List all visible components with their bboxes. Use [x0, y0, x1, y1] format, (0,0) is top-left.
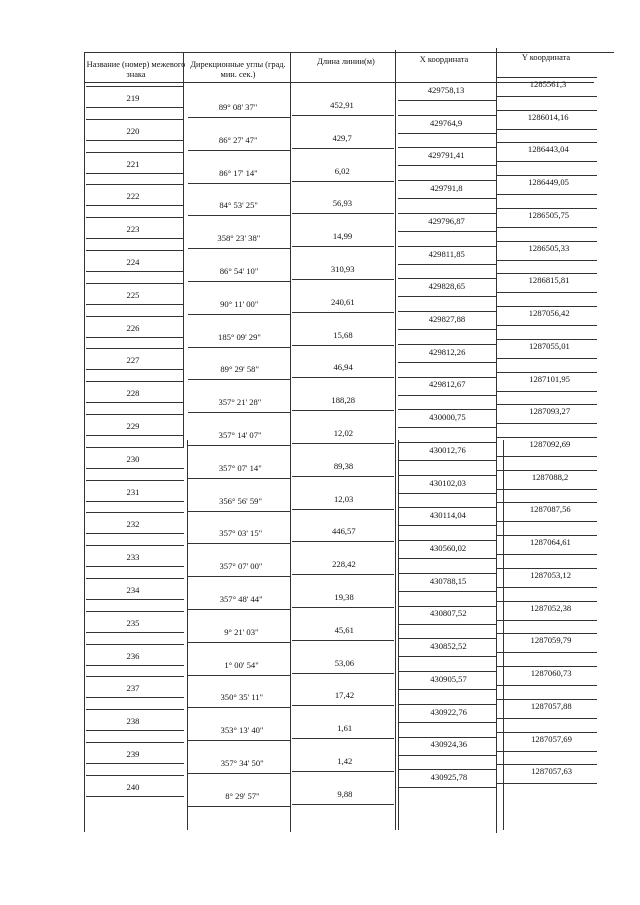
y-coordinate: 1287057,69: [531, 733, 572, 744]
line-length: 1,42: [337, 756, 353, 766]
row-rule: [398, 427, 496, 428]
direction-angle: 185° 09' 29": [218, 331, 261, 342]
y-coordinate: 1287064,61: [530, 537, 571, 548]
row-rule: [398, 278, 496, 279]
x-coordinate: 429758,13: [427, 85, 465, 95]
x-coordinate: 429796,87: [428, 215, 465, 226]
row-rule: [188, 281, 290, 282]
x-coordinate: 429828,65: [428, 281, 466, 292]
y-coordinate: 1287092,69: [529, 439, 571, 450]
y-coordinate: 1286505,75: [528, 209, 570, 220]
point-name: 231: [126, 486, 140, 497]
row-rule: [188, 117, 290, 118]
row-rule: [398, 246, 496, 247]
row-rule: [497, 372, 597, 373]
line-length: 429,7: [332, 132, 352, 143]
row-rule: [398, 180, 496, 181]
row-rule: [292, 213, 394, 214]
row-rule: [86, 238, 184, 239]
row-rule: [86, 644, 184, 645]
line-length: 15,68: [333, 329, 353, 340]
y-coordinate: 1286449,05: [528, 177, 569, 188]
column-divider: [187, 440, 188, 830]
row-rule: [497, 175, 597, 176]
row-rule: [86, 184, 184, 185]
row-rule: [86, 676, 184, 677]
row-rule: [86, 599, 184, 600]
row-rule: [497, 391, 597, 392]
column-divider: [290, 52, 291, 832]
row-rule: [497, 502, 597, 503]
row-rule: [398, 231, 496, 232]
row-rule: [398, 656, 496, 657]
direction-angle: 84° 53' 25": [219, 200, 258, 211]
x-coordinate: 430000,75: [429, 412, 466, 423]
y-coordinate: 1286815,81: [528, 275, 570, 286]
row-rule: [188, 150, 290, 151]
row-rule: [497, 732, 597, 733]
x-coordinate: 429764,9: [430, 117, 463, 128]
direction-angle: 89° 29' 58": [220, 364, 259, 375]
y-coordinate: 1285561,3: [529, 79, 567, 89]
x-coordinate: 430012,76: [429, 444, 466, 455]
row-rule: [398, 296, 496, 297]
line-length: 45,61: [334, 624, 354, 635]
row-rule: [398, 377, 496, 378]
direction-angle: 9° 21' 03": [224, 626, 259, 637]
row-rule: [292, 312, 394, 313]
row-rule: [497, 96, 597, 97]
x-coordinate: 430560,02: [429, 542, 467, 553]
row-rule: [398, 540, 496, 541]
row-rule: [86, 173, 184, 174]
row-rule: [497, 358, 597, 359]
point-name: 228: [126, 388, 140, 399]
x-coordinate: 429811,85: [428, 248, 465, 259]
row-rule: [292, 279, 394, 280]
y-coordinate: 1287101,95: [529, 373, 570, 384]
row-rule: [398, 787, 496, 788]
row-rule: [398, 638, 496, 639]
row-rule: [398, 329, 496, 330]
y-coordinate: 1286505,33: [528, 242, 570, 253]
y-coordinate: 1287052,38: [530, 602, 572, 613]
point-name: 232: [126, 519, 140, 530]
row-rule: [497, 456, 597, 457]
point-name: 230: [126, 453, 140, 464]
row-rule: [497, 601, 597, 602]
row-rule: [86, 730, 184, 731]
x-coordinate: 430102,03: [429, 477, 466, 488]
row-rule: [398, 213, 496, 214]
row-rule: [398, 475, 496, 476]
line-length: 452,91: [330, 100, 354, 110]
direction-angle: 357° 48' 44": [219, 594, 263, 604]
x-coordinate: 430925,78: [430, 771, 468, 782]
direction-angle: 86° 27' 47": [218, 134, 258, 145]
row-rule: [497, 208, 597, 209]
row-rule: [188, 412, 290, 413]
row-rule: [86, 447, 184, 448]
point-name: 236: [126, 650, 140, 661]
direction-angle: 350° 35' 11": [220, 692, 264, 703]
header-direction-angles: Дирекционные углы (град. мин. сек.): [190, 60, 286, 79]
y-coordinate: 1287057,88: [530, 700, 572, 711]
row-rule: [398, 591, 496, 592]
row-rule: [188, 511, 290, 512]
y-coordinate: 1287053,12: [530, 569, 572, 580]
row-rule: [292, 574, 394, 575]
row-rule: [188, 248, 290, 249]
row-rule: [497, 227, 597, 228]
row-rule: [497, 470, 597, 471]
direction-angle: 358° 23' 38": [217, 233, 261, 244]
row-rule: [398, 671, 496, 672]
row-rule: [292, 345, 394, 346]
row-rule: [497, 437, 597, 438]
row-rule: [292, 771, 394, 772]
row-rule: [86, 611, 184, 612]
row-rule: [497, 652, 597, 653]
y-coordinate: 1287056,42: [528, 308, 570, 319]
point-name: 227: [126, 355, 140, 366]
row-rule: [497, 718, 597, 719]
row-rule: [497, 685, 597, 686]
row-rule: [86, 205, 184, 206]
line-length: 188,28: [331, 395, 356, 406]
row-rule: [398, 198, 496, 199]
line-length: 310,93: [330, 264, 355, 274]
row-rule: [86, 742, 184, 743]
direction-angle: 356° 56' 59": [219, 495, 262, 506]
row-rule: [86, 414, 184, 415]
row-rule: [398, 395, 496, 396]
direction-angle: 357° 03' 15": [219, 528, 263, 539]
row-rule: [398, 344, 496, 345]
row-rule: [398, 100, 496, 101]
direction-angle: 357° 21' 28": [218, 397, 262, 408]
row-rule: [497, 568, 597, 569]
point-name: 220: [126, 125, 140, 136]
row-rule: [398, 409, 496, 410]
row-rule: [497, 783, 597, 784]
row-rule: [398, 558, 496, 559]
line-length: 446,57: [331, 526, 356, 537]
row-rule: [86, 632, 184, 633]
row-rule: [497, 306, 597, 307]
row-rule: [86, 480, 184, 481]
line-length: 1,61: [337, 723, 353, 734]
row-rule: [86, 566, 184, 567]
row-rule: [292, 804, 394, 805]
line-length: 9,88: [337, 788, 353, 799]
row-rule: [188, 215, 290, 216]
row-rule: [86, 709, 184, 710]
direction-angle: 357° 07' 00": [219, 561, 263, 572]
row-rule: [86, 119, 184, 120]
line-length: 228,42: [332, 559, 356, 570]
row-rule: [497, 535, 597, 536]
line-length: 46,94: [333, 362, 353, 373]
row-rule: [497, 77, 597, 78]
row-rule: [398, 442, 496, 443]
row-rule: [292, 246, 394, 247]
point-name: 237: [126, 683, 140, 694]
column-divider: [398, 440, 399, 830]
row-rule: [188, 740, 290, 741]
row-rule: [398, 460, 496, 461]
direction-angle: 357° 14' 07": [218, 430, 262, 440]
row-rule: [86, 337, 184, 338]
row-rule: [86, 86, 184, 87]
row-rule: [188, 478, 290, 479]
row-rule: [86, 697, 184, 698]
row-rule: [188, 806, 290, 807]
row-rule: [497, 554, 597, 555]
y-coordinate: 1287087,56: [529, 504, 571, 515]
row-rule: [86, 316, 184, 317]
row-rule: [398, 737, 496, 738]
row-rule: [86, 107, 184, 108]
row-rule: [86, 402, 184, 403]
row-rule: [188, 773, 290, 774]
row-rule: [86, 304, 184, 305]
row-rule: [398, 769, 496, 770]
row-rule: [398, 624, 496, 625]
x-coordinate: 430807,52: [429, 608, 467, 619]
row-rule: [86, 217, 184, 218]
row-rule: [188, 707, 290, 708]
point-name: 222: [126, 191, 140, 202]
row-rule: [86, 545, 184, 546]
row-rule: [497, 339, 597, 340]
row-rule: [497, 273, 597, 274]
y-coordinate: 1287060,73: [530, 668, 572, 679]
point-name: 226: [126, 322, 140, 333]
row-rule: [398, 115, 496, 116]
row-rule: [292, 377, 394, 378]
direction-angle: 86° 17' 14": [219, 167, 258, 178]
row-rule: [86, 140, 184, 141]
x-coordinate: 430922,76: [430, 706, 467, 717]
row-rule: [86, 512, 184, 513]
header-top-border: [84, 52, 614, 53]
row-rule: [292, 148, 394, 149]
row-rule: [497, 587, 597, 588]
header-x-coordinate: X координата: [419, 55, 469, 64]
x-coordinate: 430788,15: [429, 575, 467, 586]
row-rule: [497, 110, 597, 111]
line-length: 17,42: [334, 690, 355, 701]
row-rule: [292, 541, 394, 542]
row-rule: [398, 311, 496, 312]
line-length: 53,06: [334, 657, 355, 668]
point-name: 233: [126, 552, 140, 563]
y-coordinate: 1287088,2: [531, 471, 569, 482]
row-rule: [292, 738, 394, 739]
row-rule: [292, 443, 394, 444]
row-rule: [398, 493, 496, 494]
row-rule: [86, 152, 184, 153]
row-rule: [188, 379, 290, 380]
row-rule: [86, 763, 184, 764]
row-rule: [497, 241, 597, 242]
row-rule: [497, 764, 597, 765]
row-rule: [398, 82, 496, 83]
row-rule: [398, 147, 496, 148]
direction-angle: 89° 08' 37": [218, 102, 258, 112]
row-rule: [497, 666, 597, 667]
line-length: 12,02: [333, 428, 354, 438]
y-coordinate: 1287057,63: [531, 766, 573, 777]
x-coordinate: 429812,67: [428, 379, 466, 390]
row-rule: [188, 675, 290, 676]
row-rule: [188, 347, 290, 348]
row-rule: [292, 705, 394, 706]
point-name: 234: [126, 585, 140, 595]
y-coordinate: 1287059,79: [530, 635, 572, 646]
row-rule: [497, 620, 597, 621]
row-rule: [188, 314, 290, 315]
row-rule: [497, 699, 597, 700]
direction-angle: 1° 00' 54": [224, 659, 259, 670]
row-rule: [86, 271, 184, 272]
line-length: 19,38: [334, 592, 354, 602]
direction-angle: 86° 54' 10": [219, 266, 259, 276]
row-rule: [398, 507, 496, 508]
direction-angle: 357° 34' 50": [220, 758, 264, 768]
row-rule: [86, 250, 184, 251]
row-rule: [86, 501, 184, 502]
direction-angle: 8° 29' 57": [225, 790, 260, 801]
x-coordinate: 430114,04: [429, 510, 466, 521]
row-rule: [188, 445, 290, 446]
row-rule: [86, 775, 184, 776]
y-coordinate: 1287093,27: [529, 406, 571, 417]
x-coordinate: 429827,88: [428, 313, 466, 324]
row-rule: [188, 183, 290, 184]
line-length: 89,38: [333, 460, 354, 471]
point-name: 225: [126, 289, 140, 300]
table-border-left: [84, 52, 85, 832]
row-rule: [86, 665, 184, 666]
row-rule: [497, 161, 597, 162]
row-rule: [497, 751, 597, 752]
row-rule: [292, 181, 394, 182]
y-coordinate: 1286443,04: [527, 144, 569, 155]
row-rule: [292, 673, 394, 674]
direction-angle: 90° 11' 00": [220, 298, 259, 309]
row-rule: [398, 362, 496, 363]
row-rule: [86, 578, 184, 579]
row-rule: [86, 533, 184, 534]
row-rule: [86, 381, 184, 382]
x-coordinate: 429791,41: [428, 150, 465, 161]
header-point-name: Название (номер) межевого знака: [86, 60, 186, 79]
row-rule: [398, 704, 496, 705]
row-rule: [86, 468, 184, 469]
line-length: 12,03: [334, 493, 354, 504]
row-rule: [398, 689, 496, 690]
x-coordinate: 430924,36: [430, 739, 468, 750]
row-rule: [398, 525, 496, 526]
y-coordinate: 1287055,01: [528, 340, 570, 351]
point-name: 219: [126, 93, 140, 103]
row-rule: [497, 194, 597, 195]
row-rule: [86, 369, 184, 370]
row-rule: [292, 640, 394, 641]
direction-angle: 357° 07' 14": [218, 462, 262, 473]
y-coordinate: 1286014,16: [527, 111, 569, 122]
line-length: 56,93: [332, 198, 353, 209]
row-rule: [398, 722, 496, 723]
row-rule: [86, 796, 184, 797]
x-coordinate: 430905,57: [430, 673, 467, 684]
row-rule: [398, 755, 496, 756]
row-rule: [398, 573, 496, 574]
row-rule: [188, 609, 290, 610]
header-line-length: Длина линии(м): [317, 57, 375, 66]
row-rule: [497, 404, 597, 405]
row-rule: [497, 260, 597, 261]
point-name: 224: [126, 257, 140, 267]
row-rule: [188, 543, 290, 544]
row-rule: [292, 607, 394, 608]
row-rule: [188, 576, 290, 577]
row-rule: [86, 435, 184, 436]
row-rule: [497, 633, 597, 634]
point-name: 239: [126, 749, 140, 759]
row-rule: [497, 292, 597, 293]
point-name: 223: [126, 224, 140, 235]
row-rule: [398, 606, 496, 607]
row-rule: [497, 129, 597, 130]
x-coordinate: 430852,52: [430, 641, 467, 652]
line-length: 14,99: [332, 231, 353, 242]
row-rule: [497, 521, 597, 522]
header-y-coordinate: Y координата: [521, 53, 571, 62]
line-length: 6,02: [334, 165, 350, 176]
point-name: 235: [126, 617, 140, 628]
row-rule: [497, 325, 597, 326]
point-name: 240: [126, 781, 140, 792]
row-rule: [497, 489, 597, 490]
row-rule: [398, 165, 496, 166]
row-rule: [292, 476, 394, 477]
column-divider: [395, 50, 396, 830]
x-coordinate: 429812,26: [428, 346, 466, 357]
point-name: 221: [126, 158, 140, 169]
row-rule: [86, 348, 184, 349]
row-rule: [86, 283, 184, 284]
row-rule: [497, 142, 597, 143]
row-rule: [292, 115, 394, 116]
row-rule: [398, 133, 496, 134]
row-rule: [398, 264, 496, 265]
point-name: 238: [126, 716, 140, 727]
direction-angle: 353° 13' 40": [220, 725, 264, 736]
point-name: 229: [126, 421, 140, 431]
row-rule: [292, 410, 394, 411]
x-coordinate: 429791,8: [430, 183, 463, 194]
row-rule: [188, 642, 290, 643]
row-rule: [292, 509, 394, 510]
line-length: 240,61: [331, 296, 355, 307]
row-rule: [497, 423, 597, 424]
